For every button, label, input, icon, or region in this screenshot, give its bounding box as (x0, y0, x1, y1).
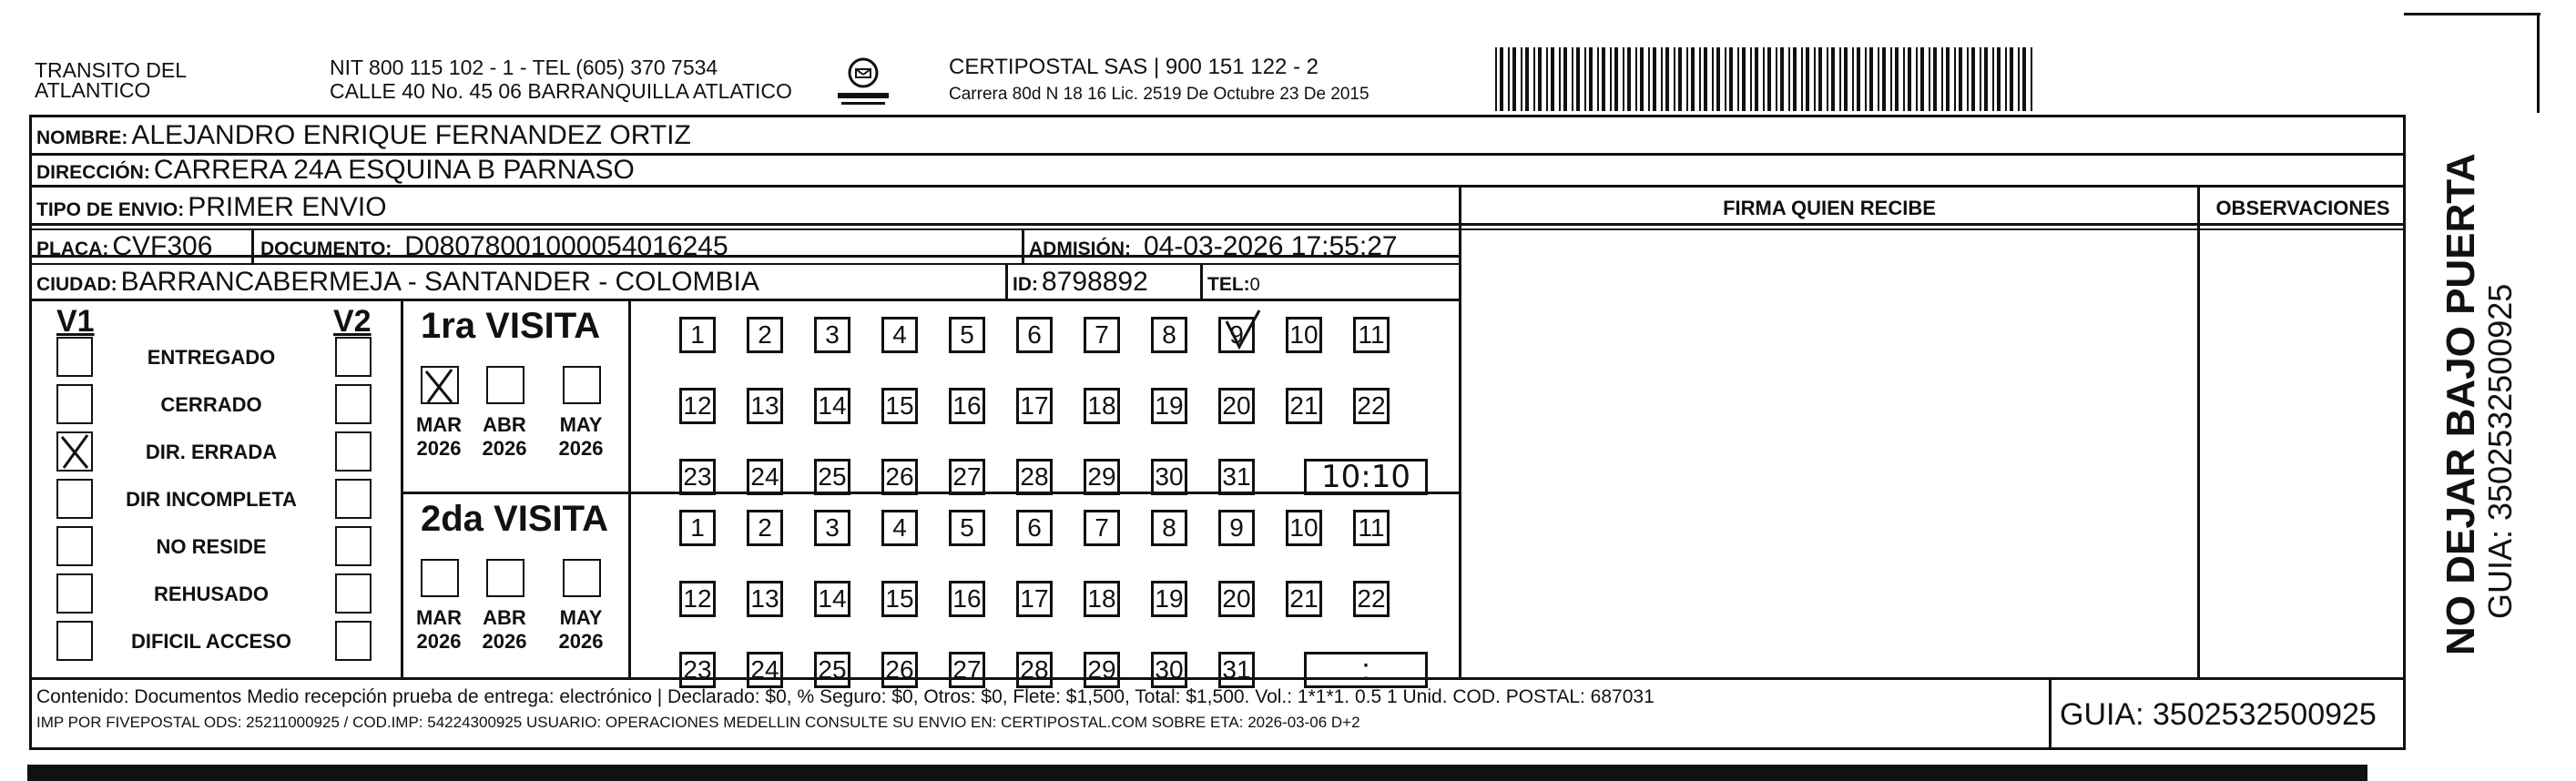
visit2-day-cell: 26 (881, 652, 918, 688)
nombre-label: NOMBRE: (36, 127, 128, 148)
tel-value: 0 (1249, 275, 1260, 295)
visit2-month-label-0: MAR 2026 (415, 606, 463, 653)
id-label: ID: (1013, 274, 1038, 295)
placa-value: CVF306 (112, 231, 213, 261)
visit1-day-cell: 25 (814, 459, 850, 495)
v2-checkbox (335, 337, 372, 377)
courier-address: Carrera 80d N 18 16 Lic. 2519 De Octubre 23 De 2015 (949, 85, 1369, 104)
visit2-day-cell: 29 (1084, 652, 1120, 688)
placa-row (36, 231, 212, 265)
admision-value: 04-03-2026 17:55:27 (1144, 231, 1398, 261)
corner-mark (2537, 13, 2540, 113)
visit1-day-cell: 2 (747, 317, 783, 353)
visit1-day-cell: 3 (814, 317, 850, 353)
v1-checkbox (56, 479, 93, 519)
visit1-day-cell: 7 (1084, 317, 1120, 353)
visit1-day-cell: 26 (881, 459, 918, 495)
visit1-day-cell: 22 (1353, 388, 1390, 424)
v2-header: V2 (333, 304, 372, 339)
visit2-day-cell: 14 (814, 581, 850, 617)
visit1-day-cell: 19 (1151, 388, 1187, 424)
visit1-month-label-2: MAY 2026 (558, 413, 604, 460)
v2-checkbox (335, 431, 372, 472)
visit2-time-box: : (1304, 652, 1428, 688)
visit2-day-cell: 13 (747, 581, 783, 617)
corner-mark (2404, 13, 2540, 15)
status-label-0: ENTREGADO (147, 346, 276, 369)
observaciones-header: OBSERVACIONES (2215, 197, 2390, 219)
visit2-day-cell: 25 (814, 652, 850, 688)
visit1-day-cell: 11 (1353, 317, 1390, 353)
visit1-day-cell: 31 (1218, 459, 1255, 495)
visit2-day-cell: 9 (1218, 510, 1255, 546)
visit2-day-cell: 31 (1218, 652, 1255, 688)
ciudad-label: CIUDAD: (36, 274, 117, 295)
documento-value: D08078001000054016245 (404, 231, 728, 261)
visit1-day-cell: 4 (881, 317, 918, 353)
visit1-day-cell: 5 (949, 317, 985, 353)
status-label-4: NO RESIDE (156, 535, 267, 558)
admision-row (1029, 231, 1398, 265)
visit1-day-cell: 23 (679, 459, 716, 495)
visit2-day-cell: 10 (1286, 510, 1322, 546)
visit2-day-cell: 7 (1084, 510, 1120, 546)
id-value: 8798892 (1042, 267, 1148, 297)
nombre-row (36, 120, 691, 154)
visit1-day-cell: 15 (881, 388, 918, 424)
visit2-day-cell: 22 (1353, 581, 1390, 617)
v2-checkbox (335, 573, 372, 614)
v1-checkbox (56, 573, 93, 614)
visit2-month-box (421, 559, 459, 597)
footer-impresion: IMP POR FIVEPOSTAL ODS: 25211000925 / COD.IMP: 54224300925 USUARIO: OPERACIONES MEDELLIN CONSULTE SU ENVIO EN: CERTIPOSTAL.COM SOBRE ETA: 2026-03-06 D+2 (36, 714, 1360, 731)
visit2-day-cell: 12 (679, 581, 716, 617)
visit1-month-box (486, 366, 524, 404)
tel-label: TEL: (1207, 274, 1250, 295)
visit1-day-cell: 27 (949, 459, 985, 495)
v2-checkbox (335, 384, 372, 424)
side-warning (2440, 153, 2519, 655)
visit2-day-cell: 1 (679, 510, 716, 546)
visit1-day-cell: 24 (747, 459, 783, 495)
courier-name: CERTIPOSTAL SAS | 900 151 122 - 2 (949, 55, 1319, 79)
id-row (1013, 267, 1148, 300)
visit1-day-cell: 21 (1286, 388, 1322, 424)
visit2-month-box (486, 559, 524, 597)
visit1-day-cell: 16 (949, 388, 985, 424)
visit2-day-cell: 6 (1016, 510, 1053, 546)
v2-checkbox (335, 621, 372, 661)
tipo-row (36, 192, 387, 226)
side-guia-text: GUIA: 3502532500925 (2481, 283, 2519, 619)
visit2-day-cell: 28 (1016, 652, 1053, 688)
documento-row (260, 231, 728, 265)
visit2-day-cell: 30 (1151, 652, 1187, 688)
direccion-label: DIRECCIÓN: (36, 162, 150, 183)
direccion-row (36, 155, 635, 188)
visit2-day-cell: 20 (1218, 581, 1255, 617)
v1-checkbox (56, 384, 93, 424)
visit2-day-cell: 23 (679, 652, 716, 688)
visit2-day-cell: 11 (1353, 510, 1390, 546)
visit1-day-cell: 14 (814, 388, 850, 424)
sender-name: TRANSITO DEL ATLANTICO (35, 58, 187, 102)
v1-header: V1 (56, 304, 95, 339)
visit1-day-cell: 29 (1084, 459, 1120, 495)
nombre-value: ALEJANDRO ENRIQUE FERNANDEZ ORTIZ (131, 120, 691, 150)
certipostal-logo (836, 55, 891, 109)
status-label-2: DIR. ERRADA (145, 441, 278, 463)
sender-line1: NIT 800 115 102 - 1 - TEL (605) 370 7534 (330, 56, 718, 79)
visit1-day-cell: 13 (747, 388, 783, 424)
visit1-day-cell: 1 (679, 317, 716, 353)
visit2-day-cell: 17 (1016, 581, 1053, 617)
visit2-day-cell: 16 (949, 581, 985, 617)
visit2-title: 2da VISITA (421, 499, 608, 539)
visit1-day-cell: 8 (1151, 317, 1187, 353)
tel-row (1207, 269, 1260, 300)
visit2-day-cell: 2 (747, 510, 783, 546)
visit2-day-cell: 18 (1084, 581, 1120, 617)
firma-header: FIRMA QUIEN RECIBE (1723, 197, 1936, 219)
tipo-label: TIPO DE ENVIO: (36, 199, 185, 220)
status-label-6: DIFICIL ACCESO (130, 630, 291, 653)
visit1-day-cell: 6 (1016, 317, 1053, 353)
ciudad-row (36, 267, 759, 300)
visit1-title: 1ra VISITA (421, 306, 601, 346)
placa-label: PLACA: (36, 238, 109, 259)
side-warning-text: NO DEJAR BAJO PUERTA (2439, 153, 2483, 655)
status-label-3: DIR INCOMPLETA (126, 488, 297, 511)
bottom-strip (27, 765, 2367, 781)
visit2-day-cell: 19 (1151, 581, 1187, 617)
sender-line2: CALLE 40 No. 45 06 BARRANQUILLA ATLATICO (330, 79, 792, 103)
visit2-day-cell: 15 (881, 581, 918, 617)
status-label-1: CERRADO (160, 393, 262, 416)
visit1-month-box (563, 366, 601, 404)
barcode (1495, 47, 2224, 111)
visit1-day-cell: 12 (679, 388, 716, 424)
direccion-value: CARRERA 24A ESQUINA B PARNASO (153, 155, 635, 185)
visit1-day-cell: 18 (1084, 388, 1120, 424)
visit2-day-cell: 3 (814, 510, 850, 546)
tipo-value: PRIMER ENVIO (188, 192, 387, 222)
visit2-month-label-2: MAY 2026 (558, 606, 604, 653)
admision-label: ADMISIÓN: (1029, 238, 1131, 259)
v2-checkbox (335, 526, 372, 566)
visit1-time-box: 10:10 (1304, 459, 1428, 495)
visit2-day-cell: 8 (1151, 510, 1187, 546)
visit1-day-cell: 30 (1151, 459, 1187, 495)
v2-checkbox (335, 479, 372, 519)
visit1-month-label-1: ABR 2026 (482, 413, 527, 460)
visit1-day-cell: 10 (1286, 317, 1322, 353)
visit1-month-label-0: MAR 2026 (415, 413, 463, 460)
visit2-month-label-1: ABR 2026 (482, 606, 527, 653)
v1-checkbox (56, 526, 93, 566)
visit2-day-cell: 5 (949, 510, 985, 546)
visit1-day-cell: 9 (1218, 317, 1255, 353)
visit2-month-box (563, 559, 601, 597)
footer-contenido: Contenido: Documentos Medio recepción prueba de entrega: electrónico | Declarado: $0, % Seguro: $0, Otros: $0, Flete: $1,500, Total: $1,500. Vol.: 1*1*1. 0.5 1 Unid. COD. POSTAL: 687031 (36, 686, 1655, 707)
status-label-5: REHUSADO (154, 583, 269, 605)
visit1-day-cell: 28 (1016, 459, 1053, 495)
visit2-day-cell: 27 (949, 652, 985, 688)
documento-label: DOCUMENTO: (260, 238, 392, 259)
v1-checkbox (56, 431, 93, 472)
footer-guia: GUIA: 3502532500925 (2060, 697, 2377, 732)
visit1-day-cell: 17 (1016, 388, 1053, 424)
ciudad-value: BARRANCABERMEJA - SANTANDER - COLOMBIA (120, 267, 759, 297)
v1-checkbox (56, 621, 93, 661)
v1-checkbox (56, 337, 93, 377)
visit2-day-cell: 21 (1286, 581, 1322, 617)
visit2-day-cell: 4 (881, 510, 918, 546)
visit1-day-cell: 20 (1218, 388, 1255, 424)
visit2-day-cell: 24 (747, 652, 783, 688)
visit1-month-box (421, 366, 459, 404)
